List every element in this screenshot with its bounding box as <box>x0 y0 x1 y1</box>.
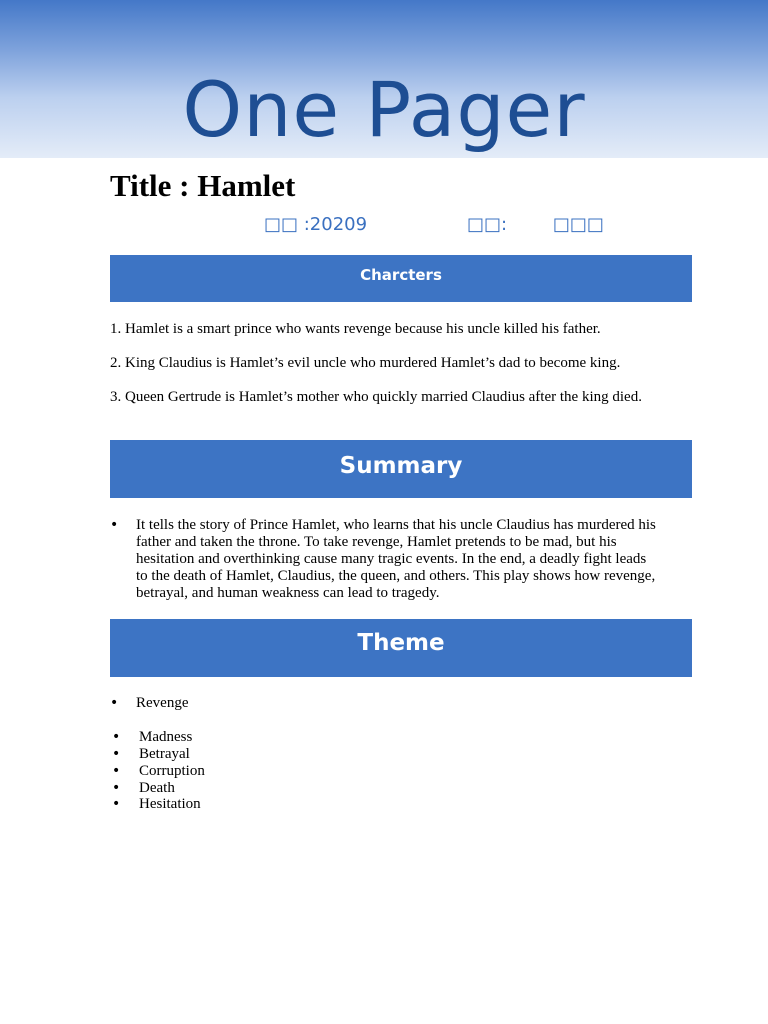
theme-heading: Theme <box>110 619 692 677</box>
bullet-icon: • <box>112 763 121 779</box>
character-item: 2. King Claudius is Hamlet’s evil uncle who murdered Hamlet’s dad to become king. <box>110 355 621 371</box>
student-id-field: □□ :20209 <box>264 214 368 235</box>
bullet-icon: • <box>112 729 121 745</box>
bullet-icon: • <box>112 780 121 796</box>
characters-heading: Charcters <box>110 255 692 302</box>
theme-item: Betrayal <box>139 746 190 762</box>
bullet-icon: • <box>112 746 121 762</box>
page-heading: One Pager <box>182 65 586 154</box>
summary-text: It tells the story of Prince Hamlet, who learns that his uncle Claudius has murdered his father and taken the throne. To take revenge, Hamlet pretends to be mad, but his hesitation and overthinking cause many tragic events. In the end, a deadly fight leads to the death of Hamlet, Claudius, the queen, and others. This play shows how revenge, betrayal, and human weakness can lead to tragedy. <box>136 517 656 601</box>
document-title: Title : Hamlet <box>110 168 296 203</box>
bullet-icon: • <box>112 796 121 812</box>
bullet-icon: • <box>110 695 119 711</box>
theme-item: Death <box>139 780 175 796</box>
character-item: 3. Queen Gertrude is Hamlet’s mother who quickly married Claudius after the king died. <box>110 389 642 405</box>
theme-item: Revenge <box>136 695 189 711</box>
theme-item: Madness <box>139 729 193 745</box>
character-item: 1. Hamlet is a smart prince who wants revenge because his uncle killed his father. <box>110 321 601 337</box>
summary-heading: Summary <box>110 440 692 498</box>
bullet-icon: • <box>110 517 119 533</box>
student-name-field: □□: □□□ <box>467 214 604 235</box>
theme-item: Corruption <box>139 763 205 779</box>
theme-item: Hesitation <box>139 796 201 812</box>
